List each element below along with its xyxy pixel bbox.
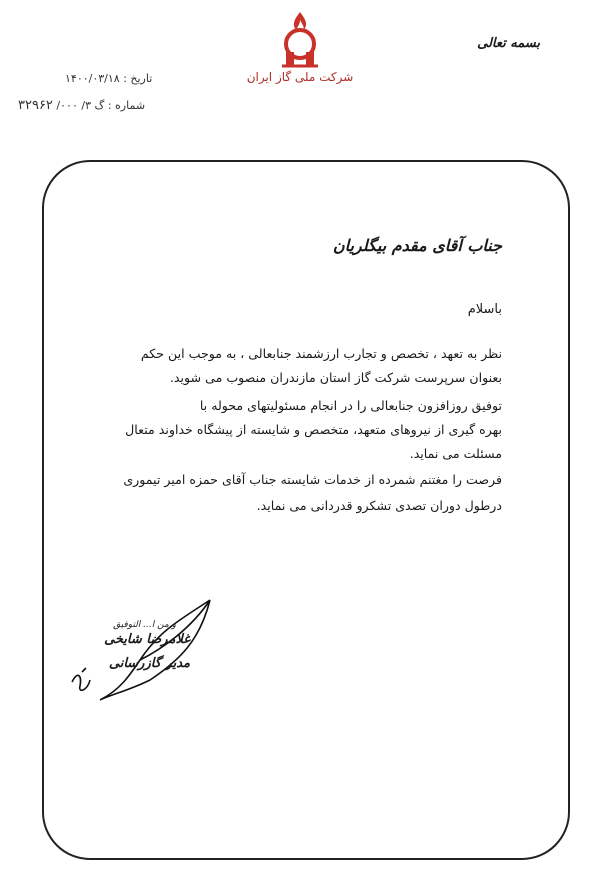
number-code: ۳۲۹۶۲ bbox=[18, 98, 53, 113]
body-line: توفیق روزافزون جنابعالی را در انجام مسئولیتهای محوله با bbox=[199, 398, 502, 413]
company-name: شرکت ملی گاز ایران bbox=[246, 70, 354, 84]
signatory-title: مدیر گازرسانی bbox=[108, 656, 190, 671]
company-logo-icon bbox=[268, 8, 332, 72]
date-label: تاریخ : bbox=[123, 72, 153, 85]
body-line: نظر به تعهد ، تخصص و تجارب ارزشمند جنابعالی ، به موجب این حکم bbox=[140, 346, 502, 361]
letter-number-line bbox=[18, 98, 145, 113]
body-line: فرصت را مغتنم شمرده از خدمات شایسته جناب آقای حمزه امیر تیموری bbox=[123, 472, 502, 487]
invocation-heading: بسمه تعالی bbox=[477, 36, 540, 51]
body-line: مسئلت می نماید. bbox=[409, 446, 502, 461]
signature-closing: و من ا... التوفیق bbox=[113, 620, 176, 630]
number-value: گ ۳/ ۰۰۰/ bbox=[56, 99, 105, 112]
body-line: درطول دوران تصدی تشکرو قدردانی می نماید. bbox=[256, 498, 502, 513]
greeting: باسلام bbox=[467, 302, 502, 317]
body-line: بعنوان سرپرست شرکت گاز استان مازندران منصوب می شوید. bbox=[169, 370, 502, 385]
handwritten-signature bbox=[60, 590, 220, 710]
body-line: بهره گیری از نیروهای متعهد، متخصص و شایسته از پیشگاه خداوند متعال bbox=[125, 422, 502, 437]
date-value: ۱۴۰۰/۰۳/۱۸ bbox=[65, 72, 120, 85]
number-label: شماره : bbox=[107, 99, 146, 112]
date-line bbox=[65, 72, 152, 85]
recipient: جناب آقای مقدم بیگلریان bbox=[332, 236, 502, 255]
signatory-name: غلامرضا شایخی bbox=[104, 632, 190, 647]
